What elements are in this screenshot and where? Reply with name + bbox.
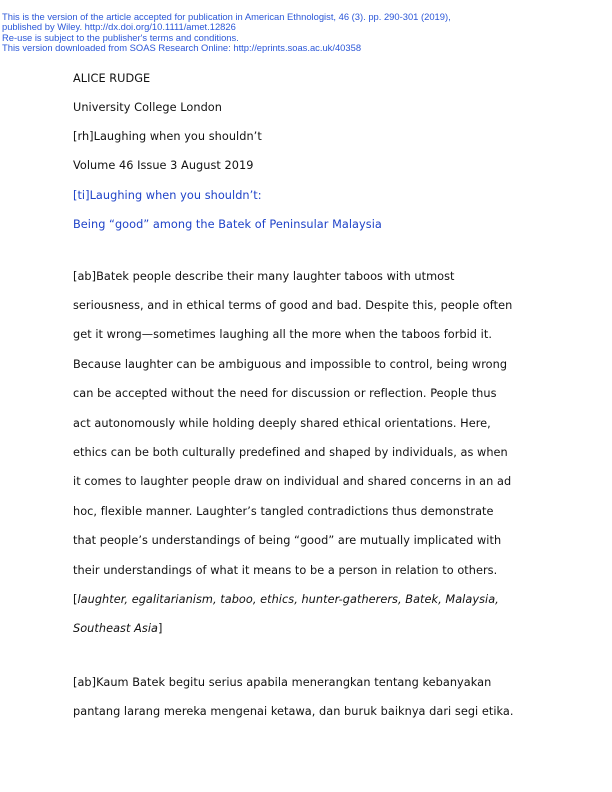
abstract-line: that people’s understandings of being “good” are mutually implicated with	[73, 534, 502, 547]
keywords-close-bracket: ]	[158, 622, 163, 635]
abstract-line: [ab]Kaum Batek begitu serius apabila menerangkan tentang kebanyakan	[73, 676, 492, 689]
abstract-line: Because laughter can be ambiguous and impossible to control, being wrong	[73, 358, 508, 371]
article-title: [ti]Laughing when you shouldn’t:	[73, 189, 262, 202]
abstract-line: ethics can be both culturally predefined and shaped by individuals, as when	[73, 446, 508, 459]
abstract-line: seriousness, and in ethical terms of good and bad. Despite this, people often	[73, 299, 513, 312]
author-name: ALICE RUDGE	[73, 72, 151, 85]
notice-line[interactable]: This version downloaded from SOAS Research Online: http://eprints.soas.ac.uk/40358	[2, 42, 362, 54]
abstract-line: can be accepted without the need for discussion or reflection. People thus	[73, 387, 497, 400]
article-subtitle: Being “good” among the Batek of Peninsular Malaysia	[73, 218, 382, 231]
abstract-line: it comes to laughter people draw on individual and shared concerns in an ad	[73, 475, 512, 488]
keywords-open-bracket: [	[73, 593, 78, 606]
abstract-line: get it wrong—sometimes laughing all the more when the taboos forbid it.	[73, 328, 492, 341]
abstract-line: act autonomously while holding deeply shared ethical orientations. Here,	[73, 417, 491, 430]
abstract-line: hoc, flexible manner. Laughter’s tangled contradictions thus demonstrate	[73, 505, 494, 518]
keywords-terms: Southeast Asia	[73, 622, 158, 635]
volume-info: Volume 46 Issue 3 August 2019	[73, 159, 254, 172]
abstract-line: pantang larang mereka mengenai ketawa, dan buruk baiknya dari segi etika.	[73, 705, 514, 718]
publication-notice	[2, 12, 602, 54]
keywords-terms: laughter, egalitarianism, taboo, ethics, hunter-gatherers, Batek, Malaysia,	[77, 593, 499, 606]
notice-line: This is the version of the article accepted for publication in American Ethnologist, 46 (3). pp. 290-301 (2019),	[2, 11, 451, 22]
notice-line: Re-use is subject to the publisher's terms and conditions.	[2, 31, 239, 43]
abstract-line: their understandings of what it means to be a person in relation to others.	[73, 564, 498, 577]
notice-line[interactable]: published by Wiley. http://dx.doi.org/10.1111/amet.12826	[2, 21, 236, 33]
abstract-line: [ab]Batek people describe their many laughter taboos with utmost	[73, 270, 455, 283]
keywords-line	[73, 622, 162, 636]
author-affiliation: University College London	[73, 101, 222, 114]
keywords-line	[73, 593, 499, 607]
running-head: [rh]Laughing when you shouldn’t	[73, 130, 262, 143]
